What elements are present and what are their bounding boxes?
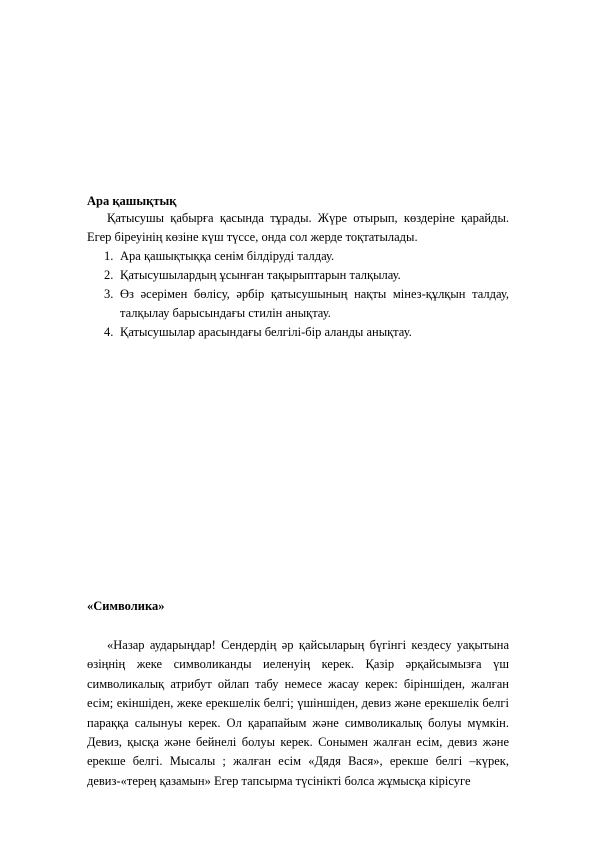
list-item-number: 3.: [104, 287, 114, 301]
section-intro-paragraph: Қатысушы қабырға қасында тұрады. Жүре отырып, көздеріне қарайды. Егер біреуінің көзіне күш түссе, онда сол жерде тоқтатылады.: [87, 211, 509, 244]
list-item-text: Өз әсерімен бөлісу, әрбір қатысушының нақты мінез-құлқын талдау, талқылау барысындағы стилін анықтау.: [120, 287, 509, 320]
section-title-distance: Ара қашықтық: [87, 194, 177, 208]
list-item: [87, 247, 509, 266]
section-title-symbolics: «Символика»: [87, 599, 165, 613]
symbolics-body-paragraph: «Назар аударыңдар! Сендердің әр қайсыларың бүгінгі кездесу уақытына өзіңнің жеке символиканды иеленуің керек. Қазір әрқайсымызға үш символикалық атрибут ойлап табу немесе жасау керек: біріншіден, жалған есім; екіншіден, жеке ерекшелік белгі; үшіншіден, девиз және ерекшелік белгі параққа салынуы керек. Ол қарапайым және символикалық болуы мүмкін. Девиз, қысқа және бейнелі болуы керек. Сонымен жалған есім, девиз және ерекше белгі. Мысалы ; жалған есім «Дядя Вася», ерекше белгі –күрек, девиз-«терең қазамын» Егер тапсырма түсінікті болса жұмысқа кірісуге: [87, 638, 509, 788]
list-item: [87, 266, 509, 285]
list-item-text: Қатысушылар арасындағы белгілі-бір аланды анықтау.: [120, 325, 412, 339]
list-item: [87, 323, 509, 342]
list-item-number: 4.: [104, 325, 114, 339]
list-item-number: 2.: [104, 268, 114, 282]
analysis-list: [87, 247, 509, 342]
list-item: [87, 285, 509, 323]
list-item-number: 1.: [104, 249, 114, 263]
list-item-text: Қатысушылардың ұсынған тақырыптарын талқылау.: [120, 268, 401, 282]
list-item-text: Ара қашықтыққа сенім білдіруді талдау.: [120, 249, 335, 263]
